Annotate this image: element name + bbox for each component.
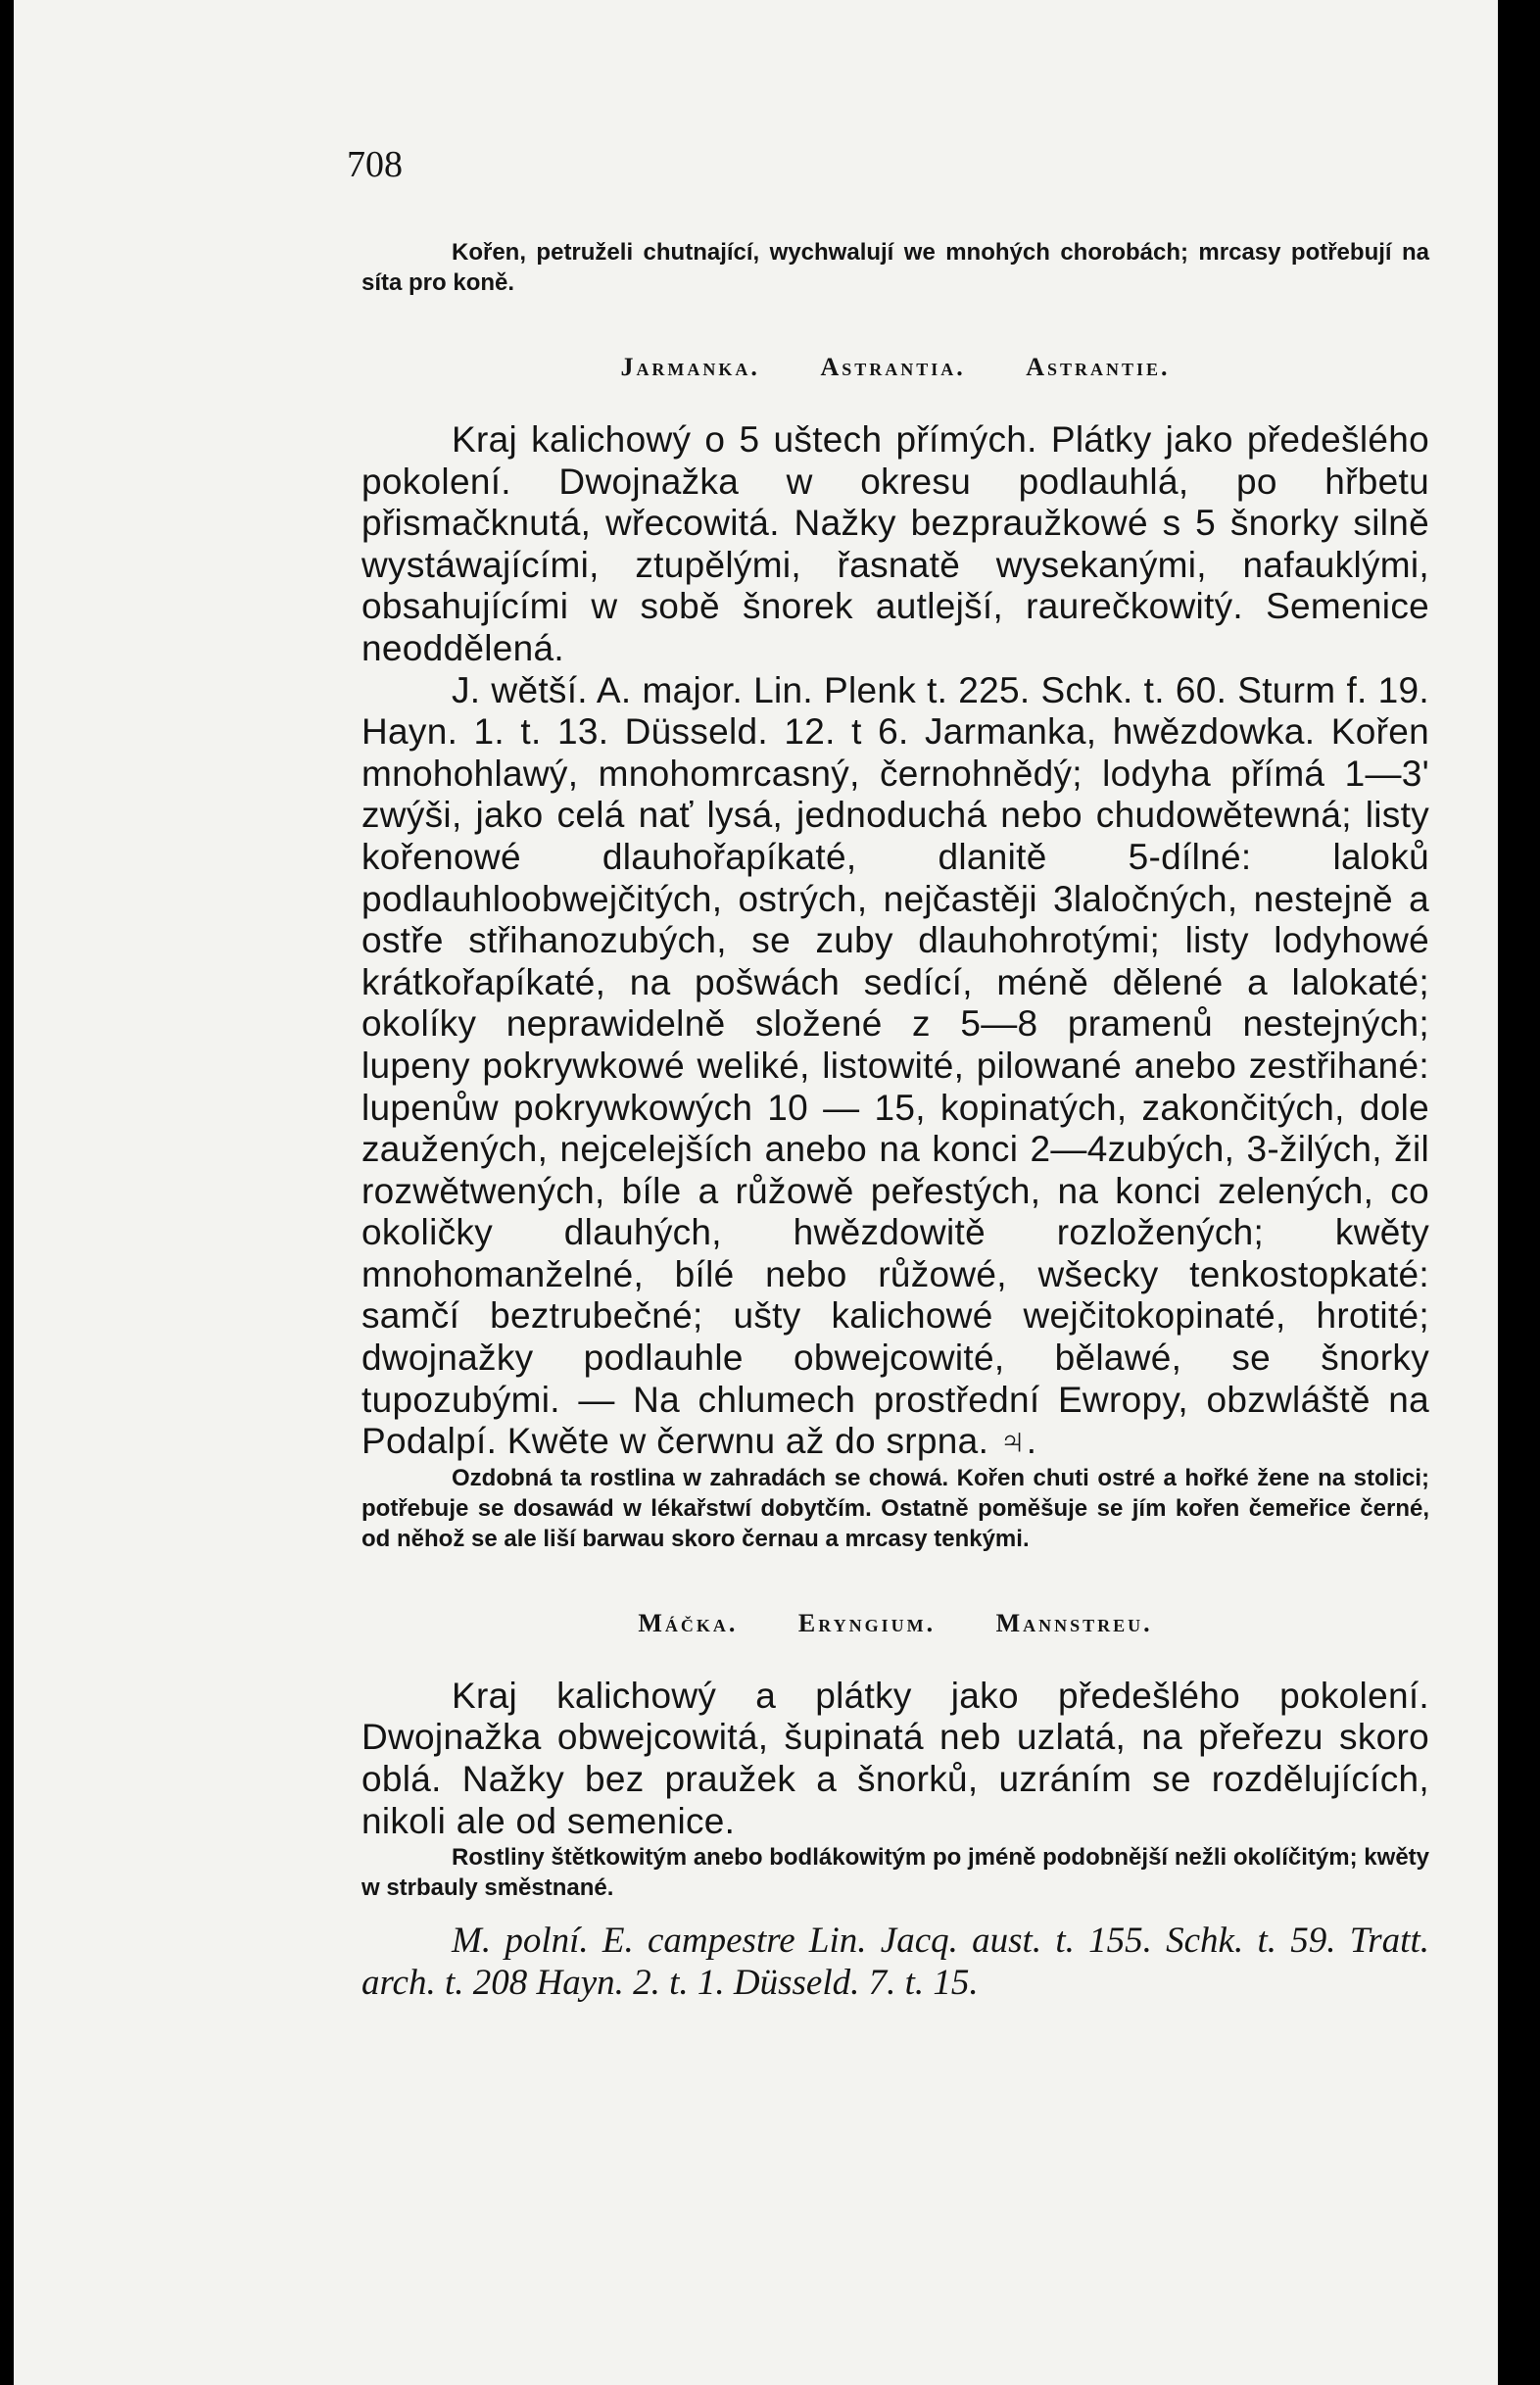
page-number: 708 bbox=[347, 144, 403, 185]
genus-name-german: Mannstreu. bbox=[995, 1608, 1153, 1637]
intro-note: Kořen, petruželi chutnající, wychwalují we mnohých chorobách; mrcasy potřebují na síta pro koně. bbox=[361, 239, 1429, 296]
genus-heading-macka bbox=[361, 1609, 1429, 1638]
genus-description: Kraj kalichowý o 5 uštech přímých. Plátky jako předešlého pokolení. Dwojnažka w okresu podlauhlá, po hřbetu přismačknutá, wřecowitá. Nažky bezpraužkowé s 5 šnorky silně wystáwajícími, ztupělými, řasnatě wysekanými, nafauklými, obsahujícími w sobě šnorek autlejší, raurečkowitý. Semenice neoddělená. bbox=[361, 419, 1429, 668]
scan-left-edge bbox=[0, 0, 14, 2385]
genus-name-latin: Eryngium. bbox=[797, 1608, 937, 1637]
species-description: J. wětší. A. major. Lin. Plenk t. 225. Schk. t. 60. Sturm f. 19. Hayn. 1. t. 13. Düsseld. 12. t 6. Jarmanka, hwězdowka. Kořen mnohohlawý, mnohomrcasný, černohnědý; lodyha přímá 1—3' zwýši, jako celá nať lysá, jednoduchá nebo chudowětewná; listy kořenowé dlauhořapíkaté, dlanitě 5-dílné: laloků podlauhloobwejčitých, ostrých, nejčastěji 3laločných, nestejně a ostře střihanozubých, se zuby dlauhohrotými; listy lodyhowé krátkořapíkaté, na pošwách sedící, méně dělené a lalokaté; okolíky neprawidelně složené z 5—8 pramenů nestejných; lupeny pokrywkowé weliké, listowité, pilowané anebo zestřihané: lupenůw pokrywkowých 10 — 15, kopinatých, zakončitých, dole zaužených, nejcelejších anebo na konci 2—4zubých, 3-žilých, žil rozwětwených, bíle a růžowě peřestých, na konci zelených, co okoličky dlauhých, hwězdowitě rozložených; kwěty mnohomanželné, bílé nebo růžowé, wšecky tenkostopkaté: samčí beztrubečné; ušty kalichowé wejčitokopinaté, hrotité; dwojnažky podlauhle obwejcowité, bělawé, se šnorky tupozubými. — Na chlumech prostřední Ewropy, obzwláště na Podalpí. Kwěte w čerwnu až do srpna. ♃. bbox=[361, 669, 1429, 1462]
book-page bbox=[14, 0, 1498, 2385]
page-content bbox=[361, 135, 1429, 2004]
genus-description: Kraj kalichowý a plátky jako předešlého pokolení. Dwojnažka obwejcowitá, šupinatá neb uzlatá, na přeřezu skoro oblá. Nažky bez praužek a šnorků, uzráním se rozdělujících, nikoli ale od semenice. bbox=[361, 1675, 1429, 1841]
genus-name-czech: Jarmanka. bbox=[620, 353, 760, 381]
genus-name-czech: Máčka. bbox=[638, 1608, 739, 1637]
species-note: Ozdobná ta rostlina w zahradách se chowá. Kořen chuti ostré a hořké žene na stolici; potřebuje se dosawád w lékařstwí dobytčím. Ostatně poměšuje se jím kořen čemeřice černé, od něhož se ale liší barwau skoro černau a mrcasy tenkými. bbox=[361, 1464, 1429, 1552]
genus-note: Rostliny štětkowitým anebo bodlákowitým po jméně podobnější nežli okolíčitým; kwěty w strbauly směstnané. bbox=[361, 1844, 1429, 1902]
genus-name-german: Astrantie. bbox=[1026, 353, 1171, 381]
scan-right-edge bbox=[1498, 0, 1540, 2385]
species-citation: M. polní. E. campestre Lin. Jacq. aust. t. 155. Schk. t. 59. Tratt. arch. t. 208 Hayn. 2. t. 1. Düsseld. 7. t. 15. bbox=[361, 1921, 1429, 2003]
genus-heading-jarmanka bbox=[361, 353, 1429, 382]
genus-name-latin: Astrantia. bbox=[820, 353, 966, 381]
